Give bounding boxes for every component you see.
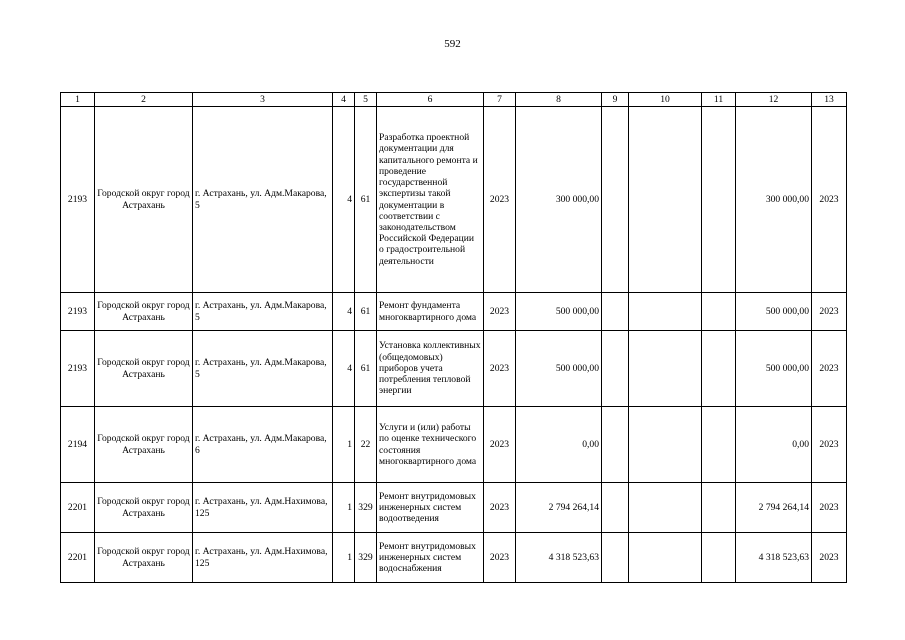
address-cell: г. Астрахань, ул. Адм.Макарова, 5 bbox=[193, 331, 333, 407]
col5-cell: 61 bbox=[355, 107, 377, 293]
record-id-cell: 2193 bbox=[61, 293, 95, 331]
municipality-cell: Городской округ город Астрахань bbox=[95, 483, 193, 533]
column-header: 4 bbox=[333, 93, 355, 107]
record-id-cell: 2193 bbox=[61, 107, 95, 293]
cost-cell: 300 000,00 bbox=[516, 107, 602, 293]
cost-cell: 0,00 bbox=[516, 407, 602, 483]
amount-cell: 2 794 264,14 bbox=[736, 483, 812, 533]
col4-cell: 4 bbox=[333, 293, 355, 331]
municipality-cell: Городской округ город Астрахань bbox=[95, 407, 193, 483]
col5-cell: 329 bbox=[355, 533, 377, 583]
end-year-cell: 2023 bbox=[812, 331, 847, 407]
page-number: 592 bbox=[444, 38, 461, 50]
cost-cell: 2 794 264,14 bbox=[516, 483, 602, 533]
column-header: 11 bbox=[702, 93, 736, 107]
table-row bbox=[61, 407, 847, 483]
col4-cell: 4 bbox=[333, 107, 355, 293]
col10-cell bbox=[629, 407, 702, 483]
column-number-row bbox=[61, 93, 847, 107]
column-header: 5 bbox=[355, 93, 377, 107]
col4-cell: 1 bbox=[333, 407, 355, 483]
column-header: 1 bbox=[61, 93, 95, 107]
work-type-cell: Ремонт внутридомовых инженерных систем водоснабжения bbox=[377, 533, 484, 583]
municipality-cell: Городской округ город Астрахань bbox=[95, 533, 193, 583]
col9-cell bbox=[602, 107, 629, 293]
amount-cell: 4 318 523,63 bbox=[736, 533, 812, 583]
column-header: 10 bbox=[629, 93, 702, 107]
col5-cell: 61 bbox=[355, 293, 377, 331]
col11-cell bbox=[702, 331, 736, 407]
column-header: 12 bbox=[736, 93, 812, 107]
column-header: 3 bbox=[193, 93, 333, 107]
table-row bbox=[61, 533, 847, 583]
amount-cell: 300 000,00 bbox=[736, 107, 812, 293]
col11-cell bbox=[702, 293, 736, 331]
col9-cell bbox=[602, 293, 629, 331]
record-id-cell: 2193 bbox=[61, 331, 95, 407]
end-year-cell: 2023 bbox=[812, 483, 847, 533]
work-type-cell: Ремонт внутридомовых инженерных систем водоотведения bbox=[377, 483, 484, 533]
year-cell: 2023 bbox=[484, 331, 516, 407]
column-header: 8 bbox=[516, 93, 602, 107]
col9-cell bbox=[602, 483, 629, 533]
end-year-cell: 2023 bbox=[812, 533, 847, 583]
col10-cell bbox=[629, 107, 702, 293]
table-row bbox=[61, 483, 847, 533]
work-type-cell: Разработка проектной документации для капитального ремонта и проведение государственной экспертизы такой документации в соответствии с законодательством Российской Федерации о градостроительной деятельности bbox=[377, 107, 484, 293]
address-cell: г. Астрахань, ул. Адм.Нахимова, 125 bbox=[193, 483, 333, 533]
address-cell: г. Астрахань, ул. Адм.Макарова, 6 bbox=[193, 407, 333, 483]
year-cell: 2023 bbox=[484, 107, 516, 293]
cost-cell: 500 000,00 bbox=[516, 293, 602, 331]
address-cell: г. Астрахань, ул. Адм.Нахимова, 125 bbox=[193, 533, 333, 583]
column-header: 6 bbox=[377, 93, 484, 107]
col5-cell: 329 bbox=[355, 483, 377, 533]
table-row bbox=[61, 107, 847, 293]
col4-cell: 1 bbox=[333, 533, 355, 583]
end-year-cell: 2023 bbox=[812, 293, 847, 331]
year-cell: 2023 bbox=[484, 293, 516, 331]
year-cell: 2023 bbox=[484, 483, 516, 533]
municipality-cell: Городской округ город Астрахань bbox=[95, 107, 193, 293]
col11-cell bbox=[702, 407, 736, 483]
municipality-cell: Городской округ город Астрахань bbox=[95, 293, 193, 331]
column-header: 13 bbox=[812, 93, 847, 107]
address-cell: г. Астрахань, ул. Адм.Макарова, 5 bbox=[193, 107, 333, 293]
amount-cell: 0,00 bbox=[736, 407, 812, 483]
year-cell: 2023 bbox=[484, 407, 516, 483]
record-id-cell: 2194 bbox=[61, 407, 95, 483]
municipality-cell: Городской округ город Астрахань bbox=[95, 331, 193, 407]
col10-cell bbox=[629, 533, 702, 583]
year-cell: 2023 bbox=[484, 533, 516, 583]
work-type-cell: Ремонт фундамента многоквартирного дома bbox=[377, 293, 484, 331]
table-row bbox=[61, 331, 847, 407]
column-header: 2 bbox=[95, 93, 193, 107]
work-type-cell: Установка коллективных (общедомовых) приборов учета потребления тепловой энергии bbox=[377, 331, 484, 407]
table-row bbox=[61, 293, 847, 331]
col5-cell: 22 bbox=[355, 407, 377, 483]
col5-cell: 61 bbox=[355, 331, 377, 407]
col9-cell bbox=[602, 407, 629, 483]
column-header: 9 bbox=[602, 93, 629, 107]
cost-cell: 500 000,00 bbox=[516, 331, 602, 407]
cost-cell: 4 318 523,63 bbox=[516, 533, 602, 583]
end-year-cell: 2023 bbox=[812, 107, 847, 293]
column-header: 7 bbox=[484, 93, 516, 107]
col4-cell: 4 bbox=[333, 331, 355, 407]
col11-cell bbox=[702, 483, 736, 533]
end-year-cell: 2023 bbox=[812, 407, 847, 483]
address-cell: г. Астрахань, ул. Адм.Макарова, 5 bbox=[193, 293, 333, 331]
col10-cell bbox=[629, 483, 702, 533]
col10-cell bbox=[629, 331, 702, 407]
col11-cell bbox=[702, 533, 736, 583]
amount-cell: 500 000,00 bbox=[736, 293, 812, 331]
amount-cell: 500 000,00 bbox=[736, 331, 812, 407]
col10-cell bbox=[629, 293, 702, 331]
col9-cell bbox=[602, 533, 629, 583]
col9-cell bbox=[602, 331, 629, 407]
work-type-cell: Услуги и (или) работы по оценке технического состояния многоквартирного дома bbox=[377, 407, 484, 483]
record-id-cell: 2201 bbox=[61, 533, 95, 583]
col11-cell bbox=[702, 107, 736, 293]
col4-cell: 1 bbox=[333, 483, 355, 533]
record-id-cell: 2201 bbox=[61, 483, 95, 533]
program-table bbox=[60, 92, 847, 583]
